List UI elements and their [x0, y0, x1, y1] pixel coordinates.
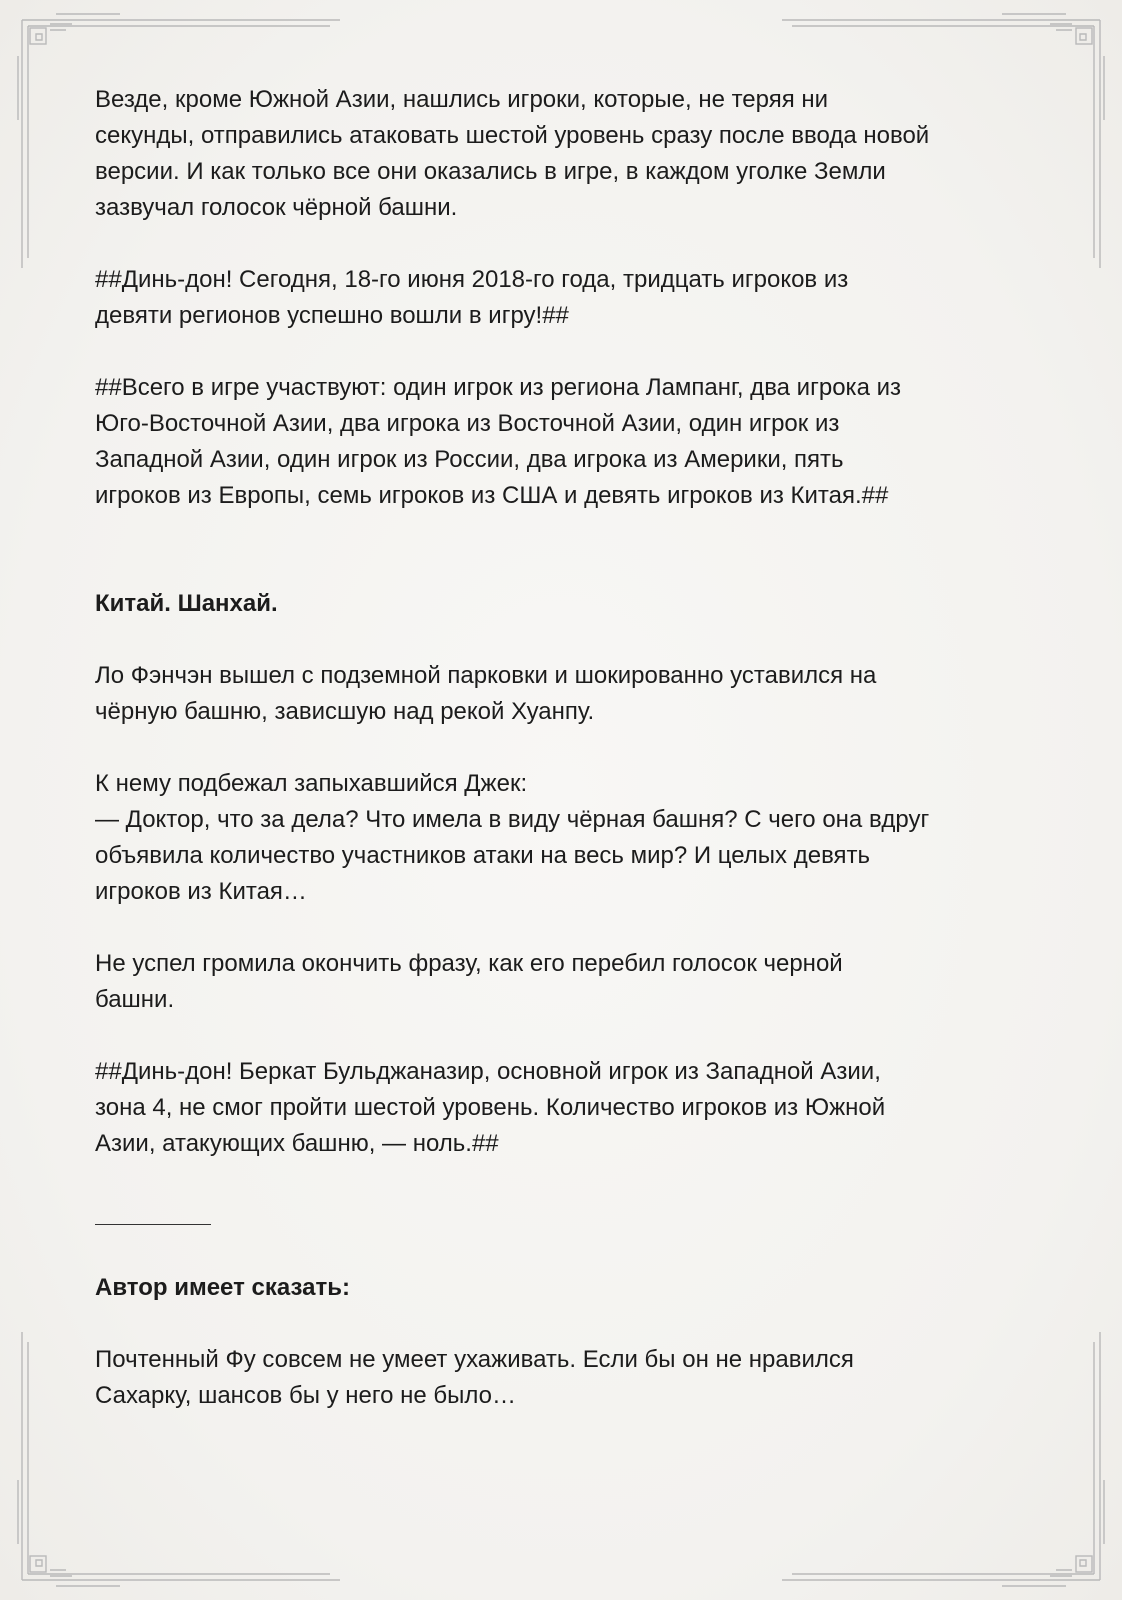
document-body [95, 82, 1035, 1450]
paragraph-tower-failure-announcement: ##Динь-дон! Беркат Бульджаназир, основной игрок из Западной Азии, зона 4, не смог пройти шестой уровень. Количество игроков из Южной Азии, атакующих башню, — ноль.## [95, 1058, 886, 1157]
paragraph-luo-fengcheng: Ло Фэнчэн вышел с подземной парковки и шокированно уставился на чёрную башню, зависшую над рекой Хуанпу. [95, 662, 877, 725]
section-heading: Китай. Шанхай. [95, 590, 278, 617]
divider [95, 1198, 1035, 1234]
author-note-text: Почтенный Фу совсем не умеет ухаживать. Если бы он не нравился Сахарку, шансов бы у него не было… [95, 1346, 854, 1409]
divider-line [95, 1224, 211, 1225]
author-note-heading: Автор имеет сказать: [95, 1274, 350, 1301]
paragraph-jack-dialogue: К нему подбежал запыхавшийся Джек: — Доктор, что за дела? Что имела в виду чёрная башня? С чего она вдруг объявила количество участников атаки на весь мир? И целых девять игроков из Китая… [95, 770, 930, 905]
paragraph-intro: Везде, кроме Южной Азии, нашлись игроки, которые, не теряя ни секунды, отправились атаковать шестой уровень сразу после ввода новой версии. И как только все они оказались в игре, в каждом уголке Земли зазвучал голосок чёрной башни. [95, 86, 930, 221]
paragraph-participants-list: ##Всего в игре участвуют: один игрок из региона Лампанг, два игрока из Юго-Восточной Азии, два игрока из Восточной Азии, один игрок из Западной Азии, один игрок из России, два игрока из Америки, пять игроков из Европы, семь игроков из США и девять игроков из Китая.## [95, 374, 901, 509]
paragraph-tower-announcement: ##Динь-дон! Сегодня, 18-го июня 2018-го года, тридцать игроков из девяти регионов успешно вошли в игру!## [95, 266, 849, 329]
paragraph-interruption: Не успел громила окончить фразу, как его перебил голосок черной башни. [95, 950, 843, 1013]
section-gap [95, 550, 1035, 586]
